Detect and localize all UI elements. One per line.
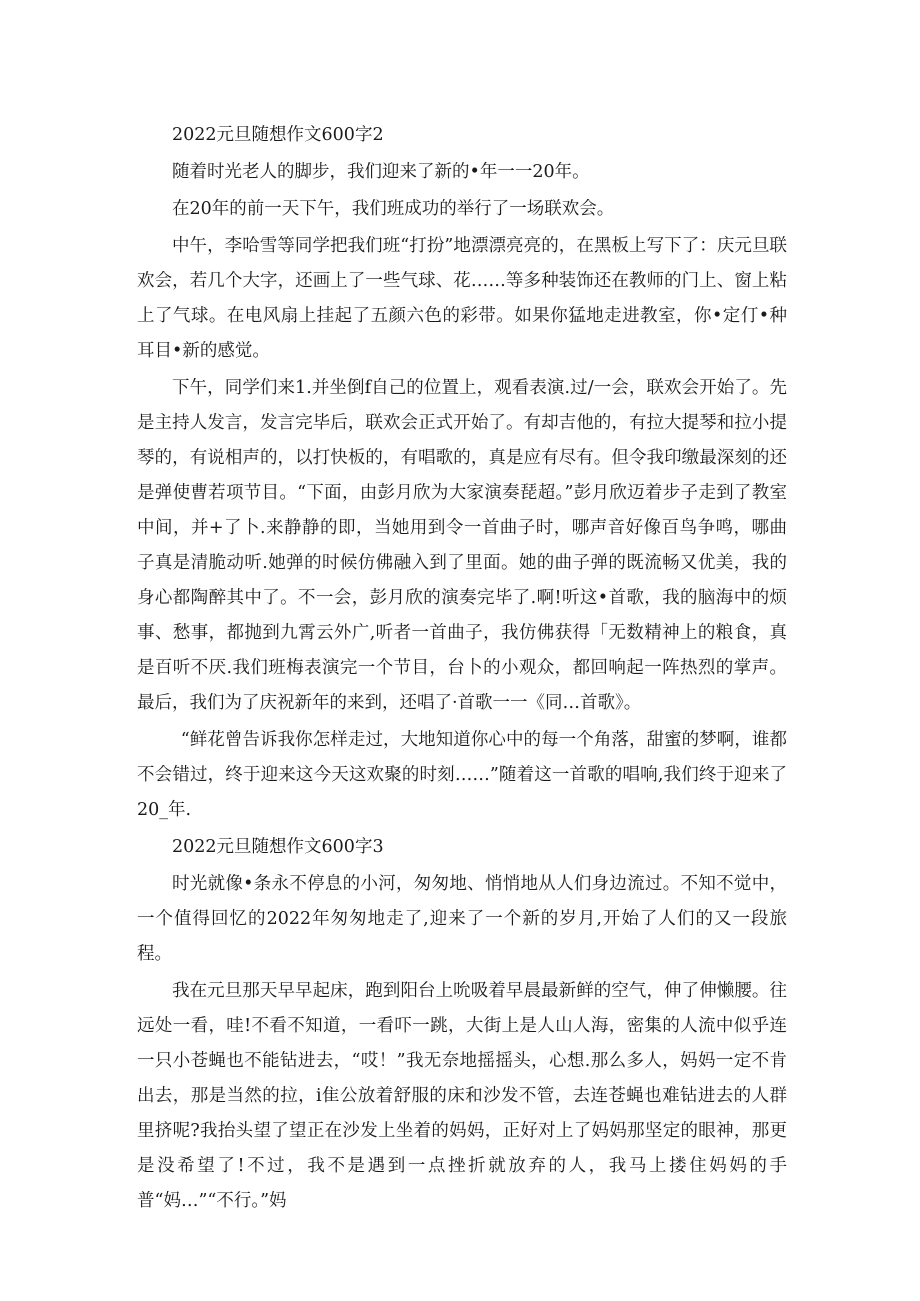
section-heading-3: 2022元旦随想作文600字3 bbox=[172, 837, 384, 857]
paragraph: 我在元旦那天早早起床，跑到阳台上吮吸着早晨最新鲜的空气，伸了伸懒腰。往远处一看，哇!不看不知道，一看吓一跳，大街上是人山人海，密集的人流中似乎连一只小苍蝇也不能钻进去，“哎！”我无奈地摇摇头，心想.那么多人，妈妈一定不肯出去，那是当然的拉，i隹公放着舒服的床和沙发不管，去连苍蝇也难钻进去的人群里挤呢?我抬头望了望正在沙发上坐着的妈妈，正好对上了妈妈那坚定的眼神，那更是没希望了!不过，我不是遇到一点挫折就放弃的人，我马上搂住妈妈的手普“妈…”“不行。”妈 bbox=[137, 981, 787, 1211]
paragraph: 下午，同学们来1.并坐倒f自己的位置上，观看表演.过/一会，联欢会开始了。先是主持人发言，发言完毕后，联欢会正式开始了。有却吉他的，有拉大提琴和拉小提琴的，有说相声的，以打快板的，有唱歌的，真是应有尽有。但令我印缴最深刻的还是弹使曹若项节目。“下面，由彭月欣为大家演奏琵超。”彭月欣迈着步子走到了教室中间，并+了卜.来静静的即，当她用到令一首曲子时，哪声音好像百鸟争鸣，哪曲子真是清脆动听.她弹的时候仿佛融入到了里面。她的曲子弹的既流畅又优美，我的身心都陶醉其中了。不一会，彭月欣的演奏完毕了.啊!听这•首歌，我的脑海中的烦事、愁事，都抛到九霄云外广,听者一首曲子，我仿佛获得「无数精神上的粮食，真是百听不厌.我们班梅表演完一个节目，台卜的小观众，都回响起一阵热烈的掌声。最后，我们为了庆祝新年的来到，还唱了·首歌一一《同…首歌》。 bbox=[137, 378, 787, 713]
document-body bbox=[137, 118, 787, 1219]
paragraph: 中午，李哈雪等同学把我们班“打扮”地漂漂亮亮的，在黑板上写下了：庆元旦联欢会，若几个大字，还画上了一些气球、花……等多种装饰还在教师的门上、窗上粘上了气球。在电风扇上挂起了五颜六色的彩带。如果你猛地走进教室，你•定仃•种耳目•新的感觉。 bbox=[137, 236, 787, 361]
paragraph: 时光就像•条永不停息的小河，匆匆地、悄悄地从人们身边流过。不知不觉中，一个值得回忆的2022年匆匆地走了,迎来了一个新的岁月,开始了人们的又一段旅程。 bbox=[137, 874, 787, 964]
paragraph: 随着时光老人的脚步，我们迎来了新的•年一一20年。 bbox=[172, 162, 590, 182]
paragraph: 在20年的前一天下午，我们班成功的举行了一场联欢会。 bbox=[172, 199, 615, 219]
section-heading-2: 2022元旦随想作文600字2 bbox=[172, 125, 384, 145]
paragraph: “鲜花曾告诉我你怎样走过，大地知道你心中的每一个角落，甜蜜的梦啊，谁都不会错过，终于迎来这今天这欢聚的时刻……”随着这一首歌的唱响,我们终于迎来了20_年. bbox=[137, 730, 787, 820]
